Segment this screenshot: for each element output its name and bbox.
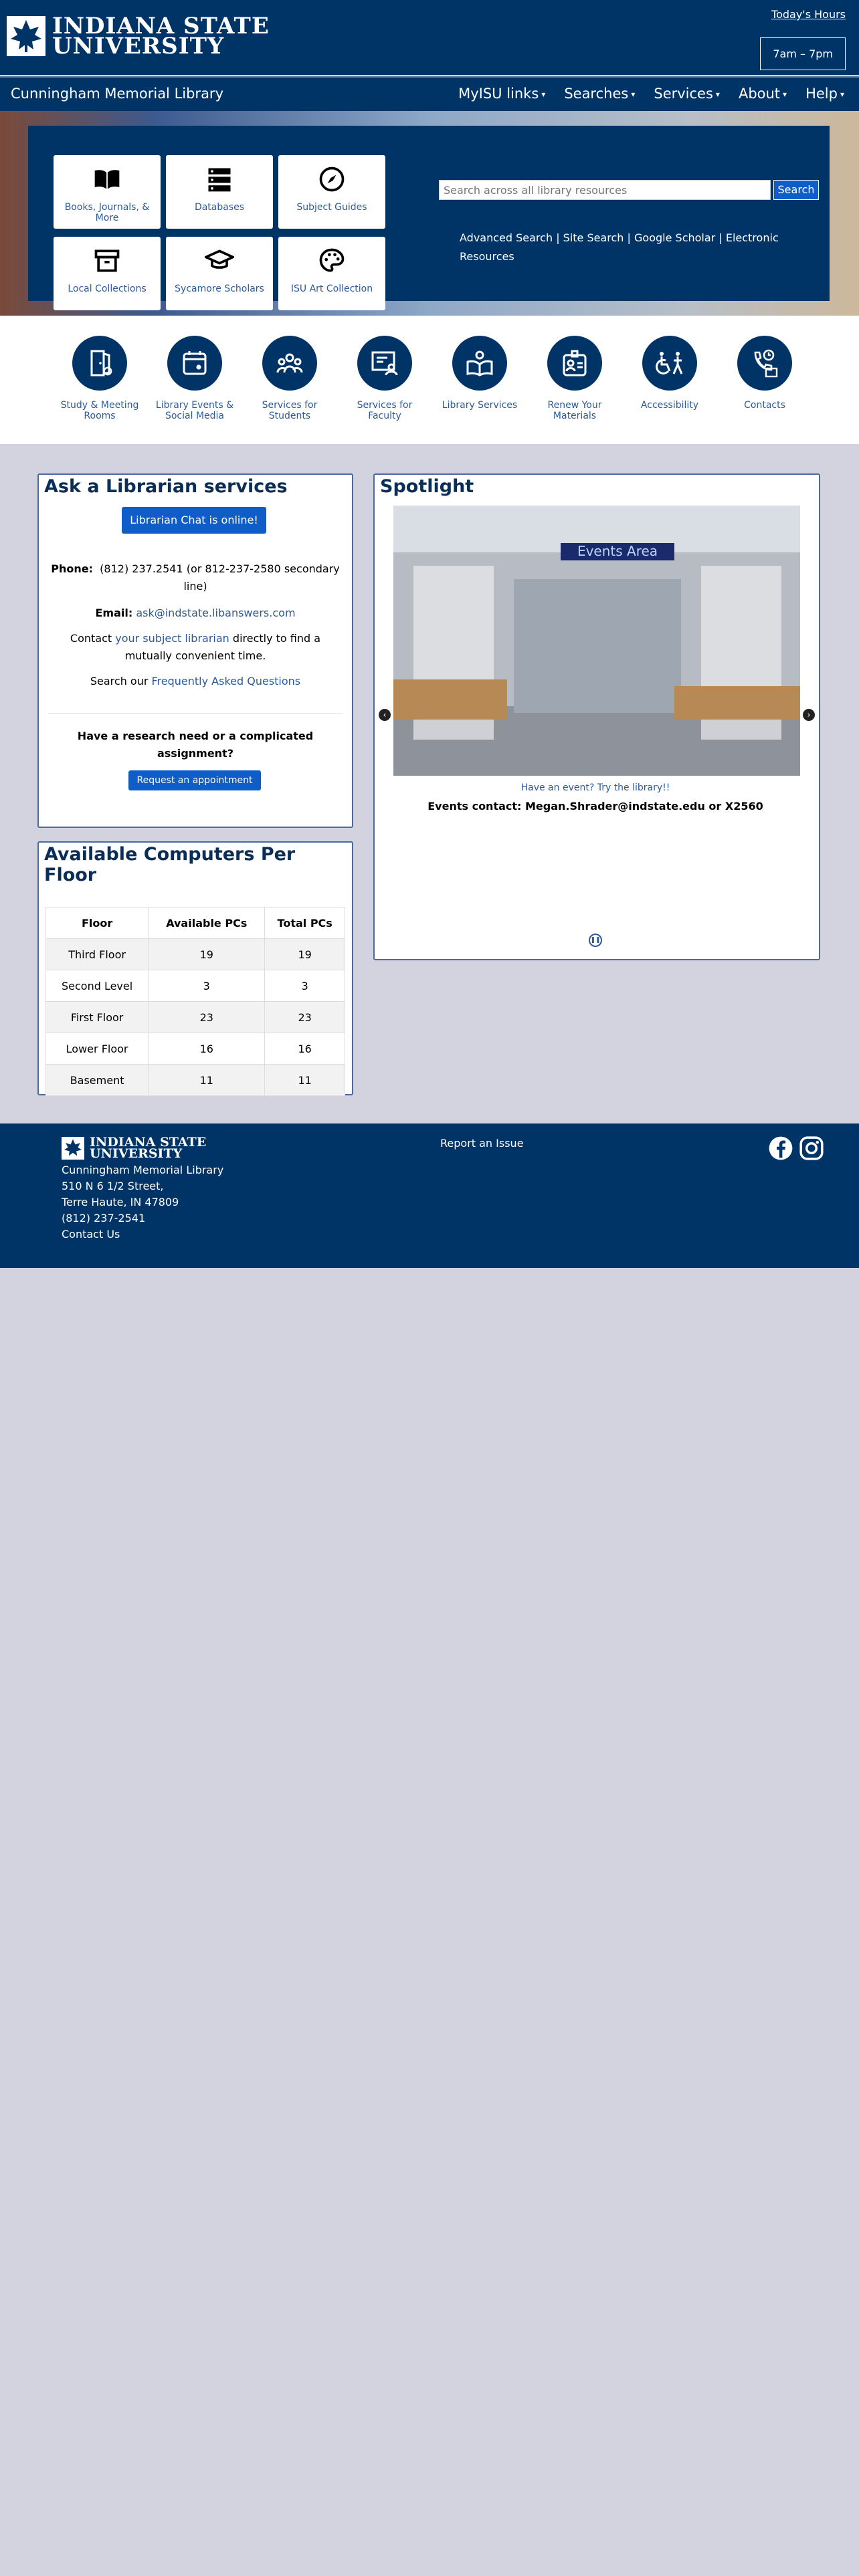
table-row [46, 939, 345, 970]
email-label: Email: [95, 607, 133, 619]
carousel-pause-icon[interactable]: ❚❚ [589, 934, 602, 947]
link-separator: | [627, 231, 631, 244]
nav-about[interactable] [731, 86, 795, 102]
students-icon [262, 336, 317, 391]
quick-link-study-rooms[interactable] [56, 336, 143, 421]
tile-subject-guides[interactable] [278, 155, 385, 229]
link-separator: | [556, 231, 560, 244]
phone-label: Phone: [51, 562, 93, 575]
faq-link[interactable]: Frequently Asked Questions [151, 675, 301, 687]
tile-isu-art-collection[interactable] [278, 237, 385, 310]
faq-row [48, 673, 343, 690]
nav-site-title[interactable]: Cunningham Memorial Library [11, 86, 223, 102]
floor-cell: First Floor [46, 1002, 149, 1033]
table-row [46, 1033, 345, 1065]
caret-down-icon: ▾ [783, 90, 787, 99]
contact-line2-text: mutually convenient time. [124, 649, 266, 662]
hero-panel [28, 126, 830, 301]
ask-divider [48, 713, 343, 714]
tile-databases[interactable] [166, 155, 273, 229]
available-cell: 16 [149, 1033, 265, 1065]
caret-down-icon: ▾ [541, 90, 546, 99]
footer-phone: (812) 237-2541 [62, 1212, 146, 1224]
archive-icon [92, 246, 122, 276]
total-cell: 3 [265, 970, 345, 1002]
nav-label: Help [805, 86, 838, 102]
nav-label: About [738, 86, 781, 102]
quick-link-accessibility[interactable] [626, 336, 713, 411]
available-computers-card [37, 841, 353, 1095]
quick-link-label: Contacts [744, 400, 785, 411]
ask-librarian-card [37, 473, 353, 828]
tile-label: Local Collections [68, 284, 147, 294]
phone-row [48, 560, 343, 595]
palette-icon [317, 246, 347, 276]
table-row [46, 1065, 345, 1096]
book-open-icon [92, 165, 122, 194]
event-caption-link[interactable]: Have an event? Try the library!! [520, 782, 670, 793]
nav-label: Services [654, 86, 713, 102]
librarian-chat-button[interactable]: Librarian Chat is online! [122, 507, 266, 534]
contact-row [48, 630, 343, 665]
quick-link-label: Library Services [442, 400, 518, 411]
subject-librarian-link[interactable]: your subject librarian [115, 632, 229, 645]
quick-link-students[interactable] [246, 336, 333, 421]
logo-line1: INDIANA STATE [52, 13, 270, 39]
quick-links-bar [0, 316, 859, 444]
caret-down-icon: ▾ [631, 90, 636, 99]
email-row [48, 605, 343, 622]
carousel-next-button[interactable]: › [803, 709, 815, 721]
tile-label: ISU Art Collection [290, 284, 373, 294]
phone-contact-icon [737, 336, 792, 391]
events-contact: Events contact: Megan.Shrader@indstate.edu or X2560 [427, 800, 763, 813]
contact-post-text: directly to find a [232, 632, 321, 645]
search-links [460, 229, 821, 266]
floor-cell: Basement [46, 1065, 149, 1096]
table-header-row [46, 907, 345, 939]
ask-card-title: Ask a Librarian services [44, 476, 288, 497]
accessibility-icon [642, 336, 697, 391]
nav-myisu-links[interactable] [450, 86, 553, 102]
main-navbar [0, 76, 859, 112]
events-area-photo [393, 506, 800, 776]
available-cell: 11 [149, 1065, 265, 1096]
instagram-icon[interactable] [799, 1136, 824, 1164]
sycamore-leaf-icon [7, 16, 45, 56]
footer-address [62, 1162, 223, 1243]
total-cell: 23 [265, 1002, 345, 1033]
spotlight-card [373, 473, 820, 960]
floor-cell: Lower Floor [46, 1033, 149, 1065]
spotlight-image[interactable] [393, 506, 800, 776]
hours-value: 7am – 7pm [760, 37, 846, 70]
tile-label: Books, Journals, & More [64, 202, 150, 223]
quick-link-label: Renew Your Materials [547, 400, 602, 421]
available-cell: 3 [149, 970, 265, 1002]
id-card-icon [547, 336, 602, 391]
nav-help[interactable] [797, 86, 852, 102]
quick-link-label: Services for Faculty [357, 400, 413, 421]
social-links [768, 1136, 824, 1164]
footer-isu-logo[interactable] [62, 1137, 206, 1160]
quick-link-label: Library Events & Social Media [155, 400, 234, 421]
tile-label: Databases [194, 202, 245, 213]
quick-link-contacts[interactable] [721, 336, 808, 411]
total-cell: 19 [265, 939, 345, 970]
google-scholar-link[interactable]: Google Scholar [634, 231, 716, 244]
graduation-cap-icon [205, 246, 234, 276]
available-cell: 19 [149, 939, 265, 970]
sycamore-leaf-icon [62, 1137, 84, 1160]
quick-link-events[interactable] [151, 336, 238, 421]
footer-street: 510 N 6 1/2 Street, [62, 1180, 164, 1192]
quick-link-faculty[interactable] [341, 336, 428, 421]
link-separator: | [719, 231, 723, 244]
footer-city: Terre Haute, IN 47809 [62, 1196, 179, 1208]
tile-local-collections[interactable] [54, 237, 161, 310]
isu-logo[interactable] [7, 13, 270, 60]
research-question: Have a research need or a complicated assignment? [77, 730, 314, 760]
hero-banner [0, 111, 859, 316]
logo-line2: UNIVERSITY [52, 33, 225, 60]
spotlight-title: Spotlight [380, 476, 474, 497]
available-cell: 23 [149, 1002, 265, 1033]
floor-cell: Second Level [46, 970, 149, 1002]
table-row [46, 1002, 345, 1033]
events-area-sign: Events Area [577, 543, 658, 559]
report-issue-link[interactable]: Report an Issue [440, 1137, 524, 1150]
tile-label: Sycamore Scholars [175, 284, 264, 294]
calendar-icon [167, 336, 222, 391]
facebook-icon[interactable] [768, 1136, 793, 1164]
search-button[interactable]: Search [773, 180, 819, 200]
caret-down-icon: ▾ [840, 90, 844, 99]
tile-sycamore-scholars[interactable] [166, 237, 273, 310]
quick-link-label: Accessibility [640, 400, 699, 411]
compass-icon [317, 165, 347, 194]
nav-label: MyISU links [458, 86, 539, 102]
contact-pre-text: Contact [70, 632, 112, 645]
computers-card-title: Available Computers Per Floor [44, 844, 296, 885]
footer-library-name: Cunningham Memorial Library [62, 1164, 224, 1176]
email-link[interactable]: ask@indstate.libanswers.com [136, 607, 296, 619]
total-cell: 11 [265, 1065, 345, 1096]
total-cell: 16 [265, 1033, 345, 1065]
nav-searches[interactable] [556, 86, 643, 102]
header-available: Available PCs [149, 907, 265, 939]
site-search-link[interactable]: Site Search [563, 231, 624, 244]
phone-value: (812) 237.2541 (or 812-237-2580 secondary line) [100, 562, 340, 593]
computers-table [45, 907, 345, 1096]
electronic-resources-link[interactable]: Electronic Resources [460, 231, 779, 263]
library-search-input[interactable] [439, 180, 771, 200]
header-total: Total PCs [265, 907, 345, 939]
request-appointment-button[interactable]: Request an appointment [128, 770, 261, 790]
faculty-icon [357, 336, 412, 391]
floor-cell: Third Floor [46, 939, 149, 970]
site-header [0, 0, 859, 75]
quick-link-renew-materials[interactable] [531, 336, 618, 421]
quick-link-library-services[interactable] [436, 336, 523, 411]
header-floor: Floor [46, 907, 149, 939]
tile-label: Subject Guides [296, 202, 367, 213]
todays-hours-link[interactable]: Today's Hours [771, 8, 846, 21]
tile-books-journals[interactable] [54, 155, 161, 229]
footer-logo-line2: UNIVERSITY [90, 1146, 183, 1161]
library-services-icon [452, 336, 507, 391]
spotlight-caption [375, 782, 816, 793]
table-row [46, 970, 345, 1002]
site-footer [0, 1123, 859, 1268]
advanced-search-link[interactable]: Advanced Search [460, 231, 553, 244]
footer-logo-line1: INDIANA STATE [90, 1135, 207, 1150]
server-icon [205, 165, 234, 194]
quick-link-label: Services for Students [262, 400, 318, 421]
faq-pre-text: Search our [90, 675, 149, 687]
room-icon [72, 336, 127, 391]
caret-down-icon: ▾ [715, 90, 720, 99]
nav-label: Searches [564, 86, 629, 102]
nav-services[interactable] [646, 86, 728, 102]
carousel-prev-button[interactable]: ‹ [379, 709, 391, 721]
footer-contact-us-link[interactable]: Contact Us [62, 1228, 120, 1241]
quick-link-label: Study & Meeting Rooms [60, 400, 139, 421]
